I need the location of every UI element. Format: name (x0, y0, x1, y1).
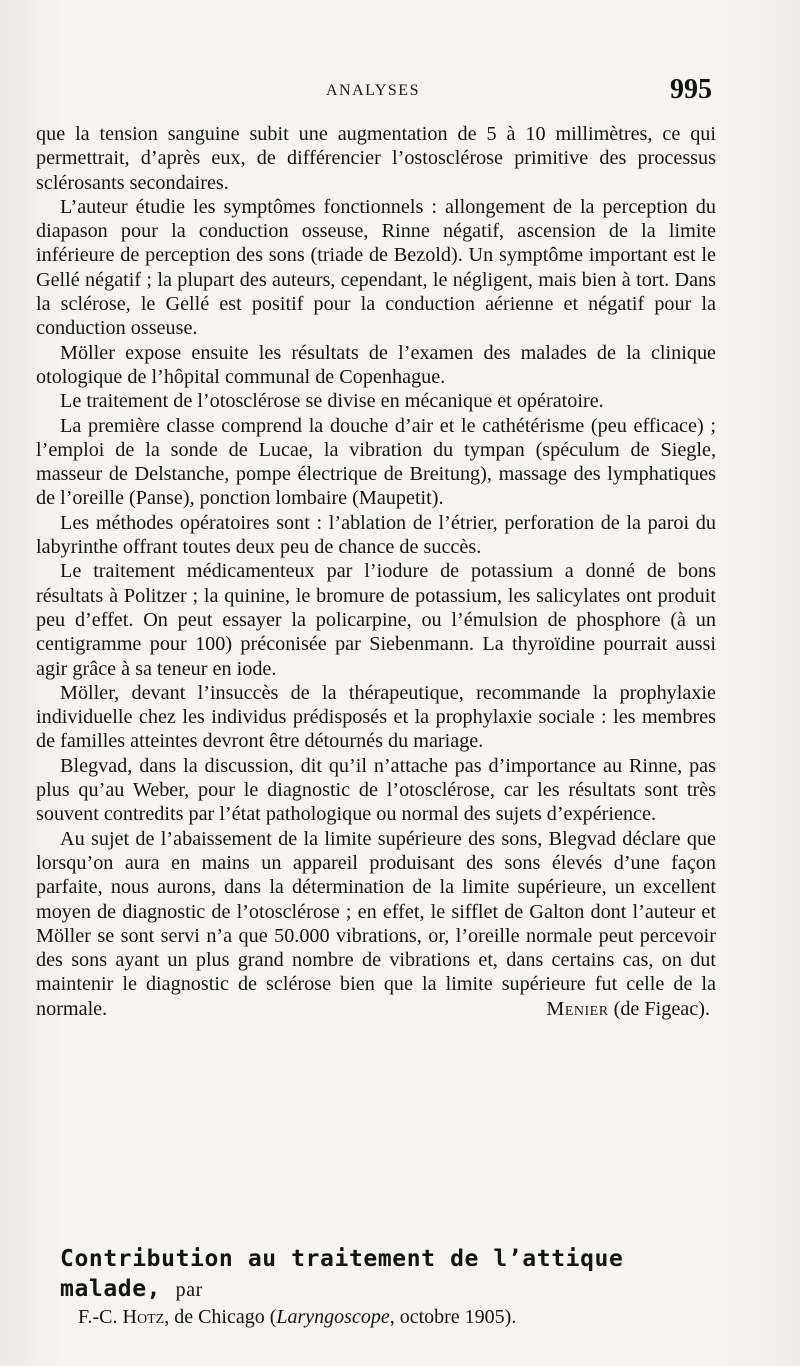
paragraph-symptoms: L’auteur étudie les symptômes fonctionnels : allongement de la perception du diapason pour la conduction osseuse, Rinne négatif, ascension de la limite inférieure de perception des sons (triade de Bezold). Un symptôme important est le Gellé négatif ; la plupart des auteurs, cependant, le négligent, mais bien à tort. Dans la sclérose, le Gellé est positif pour la conduction aérienne et négatif pour la conduction osseuse. (36, 195, 716, 340)
paragraph-examination: Möller expose ensuite les résultats de l’examen des malades de la clinique otologique de l’hôpital communal de Copenhague. (36, 341, 716, 388)
article-citation (60, 1305, 728, 1329)
article-author: F.-C. Hotz (78, 1306, 165, 1328)
signature-place: (de Figeac). (613, 997, 710, 1020)
paragraph-medication: Le traitement médicamenteux par l’iodure de potassium a donné de bons résultats à Politzer ; la quinine, le bromure de potassium, les salicylates ont produit peu d’effet. On peut essayer la policarpine, ou l’émulsion de phosphore (à un centigramme pour 100) préconisée par Siebenmann. La thyroïdine pourrait aussi agir grâce à sa teneur en iode. (36, 560, 716, 680)
article-title-text: Contribution au traitement de l’attique malade, (60, 1246, 624, 1302)
article-author-suffix: , de Chicago ( (164, 1306, 277, 1328)
paragraph-upper-limit: Au sujet de l’abaissement de la limite supérieure des sons, Blegvad déclare que lorsqu’on aura en mains un appareil produisant des sons élevés d’une façon parfaite, nous aurons, dans la détermination de la limite supérieure, un excellent moyen de diagnostic de l’otosclérose ; en effet, le sifflet de Galton dont l’auteur et Möller se sont servi n’a que 50.000 vibrations, or, l’oreille normale peut percevoir des sons ayant un plus grand nombre de vibrations et, dans certains cas, on dut maintenir le diagnostic de sclérose bien que la limite supérieure fut celle de la normale. (36, 827, 716, 1020)
page-number: 995 (670, 74, 712, 105)
paragraph-treatment: Le traitement de l’otosclérose se divise en mécanique et opératoire. (60, 390, 604, 413)
article-journal: Laryngoscope (276, 1306, 390, 1328)
paragraph-first-class: La première classe comprend la douche d’air et le cathétérisme (peu efficace) ; l’emploi de la sonde de Lucae, la vibration du tympan (spéculum de Siegle, masseur de Delstanche, pompe électrique de Breitung), massage des lymphatiques de l’oreille (Panse), ponction lombaire (Maupetit). (36, 414, 716, 510)
article-title (60, 1244, 728, 1305)
paragraph-discussion: Blegvad, dans la discussion, dit qu’il n’attache pas d’importance au Rinne, pas plus qu’au Weber, pour le diagnostic de l’otosclérose, car les résultats sont très souvent contredits par l’état pathologique ou normal des sujets d’expérience. (36, 754, 716, 826)
signature-name: Menier (546, 997, 609, 1020)
next-article (60, 1244, 728, 1329)
running-head: ANALYSES (326, 82, 420, 99)
review-body (36, 122, 716, 1021)
article-title-par: par (175, 1279, 203, 1301)
article-date: , octobre 1905). (389, 1306, 517, 1328)
paragraph-continuation: que la tension sanguine subit une augmentation de 5 à 10 millimètres, ce qui permettrait, d’après eux, de différencier l’ostosclérose primitive des processus sclérosants secondaires. (36, 123, 716, 194)
paragraph-prophylaxis: Möller, devant l’insuccès de la thérapeutique, recommande la prophylaxie individuelle chez les individus prédisposés et la prophylaxie sociale : les membres de familles atteintes devront être détournés du mariage. (36, 681, 716, 753)
page-header (36, 72, 712, 112)
paragraph-operative-methods: Les méthodes opératoires sont : l’ablation de l’étrier, perforation de la paroi du labyrinthe offrant toutes deux peu de chance de succès. (36, 511, 716, 559)
review-signature (36, 997, 716, 1021)
